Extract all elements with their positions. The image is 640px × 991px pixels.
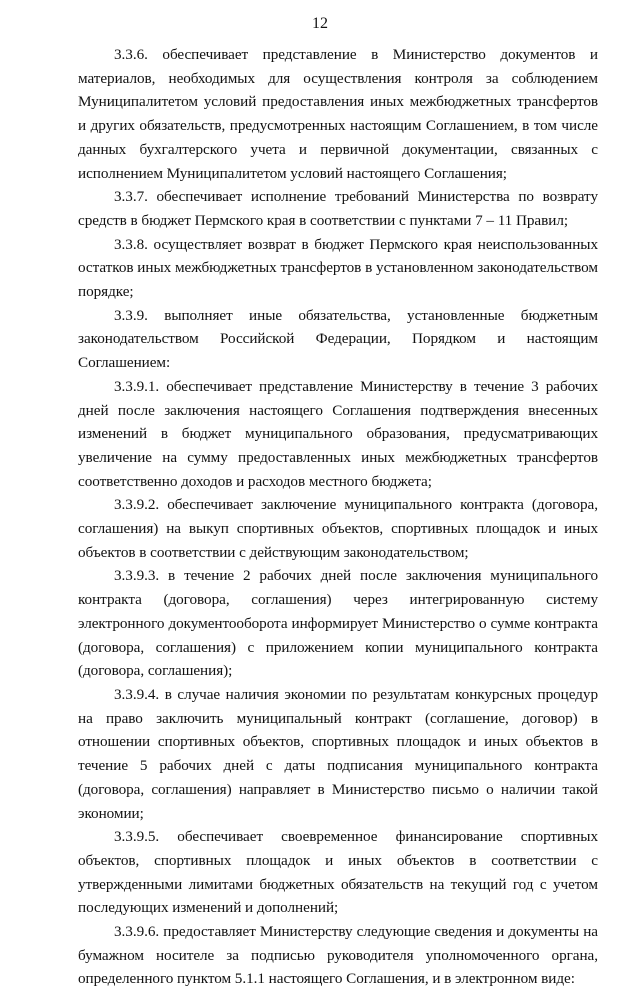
- paragraph-3-3-9-6: 3.3.9.6. предоставляет Министерству следующие сведения и документы на бумажном носителе за подписью руководителя уполномоченного органа, определенного пунктом 5.1.1 настоящего Соглашения, и в электронном виде:: [78, 923, 598, 988]
- document-body: [78, 43, 598, 991]
- paragraph-3-3-9-4: 3.3.9.4. в случае наличия экономии по результатам конкурсных процедур на право заключить муниципальный контракт (соглашение, договор) в отношении спортивных объектов, спортивных площадок и иных объектов в течение 5 рабочих дней с даты подписания муниципального контракта (договора, соглашения) направляет в Министерство письмо о наличии такой экономии;: [78, 685, 598, 822]
- paragraph-3-3-9-5: 3.3.9.5. обеспечивает своевременное финансирование спортивных объектов, спортивных площадок и иных объектов в соответствии с утвержденными лимитами бюджетных обязательств на текущий год с учетом последующих изменений и дополнений;: [78, 828, 598, 917]
- paragraph-3-3-9-2: 3.3.9.2. обеспечивает заключение муниципального контракта (договора, соглашения) на выкуп спортивных объектов, спортивных площадок и иных объектов в соответствии с действующим законодательством;: [78, 496, 598, 561]
- paragraph-3-3-6: 3.3.6. обеспечивает представление в Министерство документов и материалов, необходимых для осуществления контроля за соблюдением Муниципалитетом условий предоставления иных межбюджетных трансфертов и других обязательств, предусмотренных настоящим Соглашением, в том числе данных бухгалтерского учета и первичной документации, связанных с исполнением Муниципалитетом условий настоящего Соглашения;: [78, 46, 598, 182]
- paragraph-3-3-8: 3.3.8. осуществляет возврат в бюджет Пермского края неиспользованных остатков иных межбюджетных трансфертов в установленном законодательством порядке;: [78, 235, 598, 301]
- paragraph-3-3-9-1: 3.3.9.1. обеспечивает представление Министерству в течение 3 рабочих дней после заключения настоящего Соглашения подтверждения внесенных изменений в бюджет муниципального образования, предусматривающих увеличение на сумму предоставленных иных межбюджетных трансфертов соответственно доходов и расходов местного бюджета;: [78, 377, 598, 490]
- page-number: 12: [312, 15, 328, 32]
- paragraph-3-3-9: 3.3.9. выполняет иные обязательства, установленные бюджетным законодательством Российской Федерации, Порядком и настоящим Соглашением:: [78, 306, 598, 372]
- paragraph-3-3-9-3: 3.3.9.3. в течение 2 рабочих дней после заключения муниципального контракта (договора, соглашения) через интегрированную систему электронного документооборота информирует Министерство о сумме контракта (договора, соглашения) с приложением копии муниципального контракта (договора, соглашения);: [78, 567, 598, 680]
- paragraph-3-3-7: 3.3.7. обеспечивает исполнение требований Министерства по возврату средств в бюджет Пермского края в соответствии с пунктами 7 – 11 Правил;: [78, 188, 598, 229]
